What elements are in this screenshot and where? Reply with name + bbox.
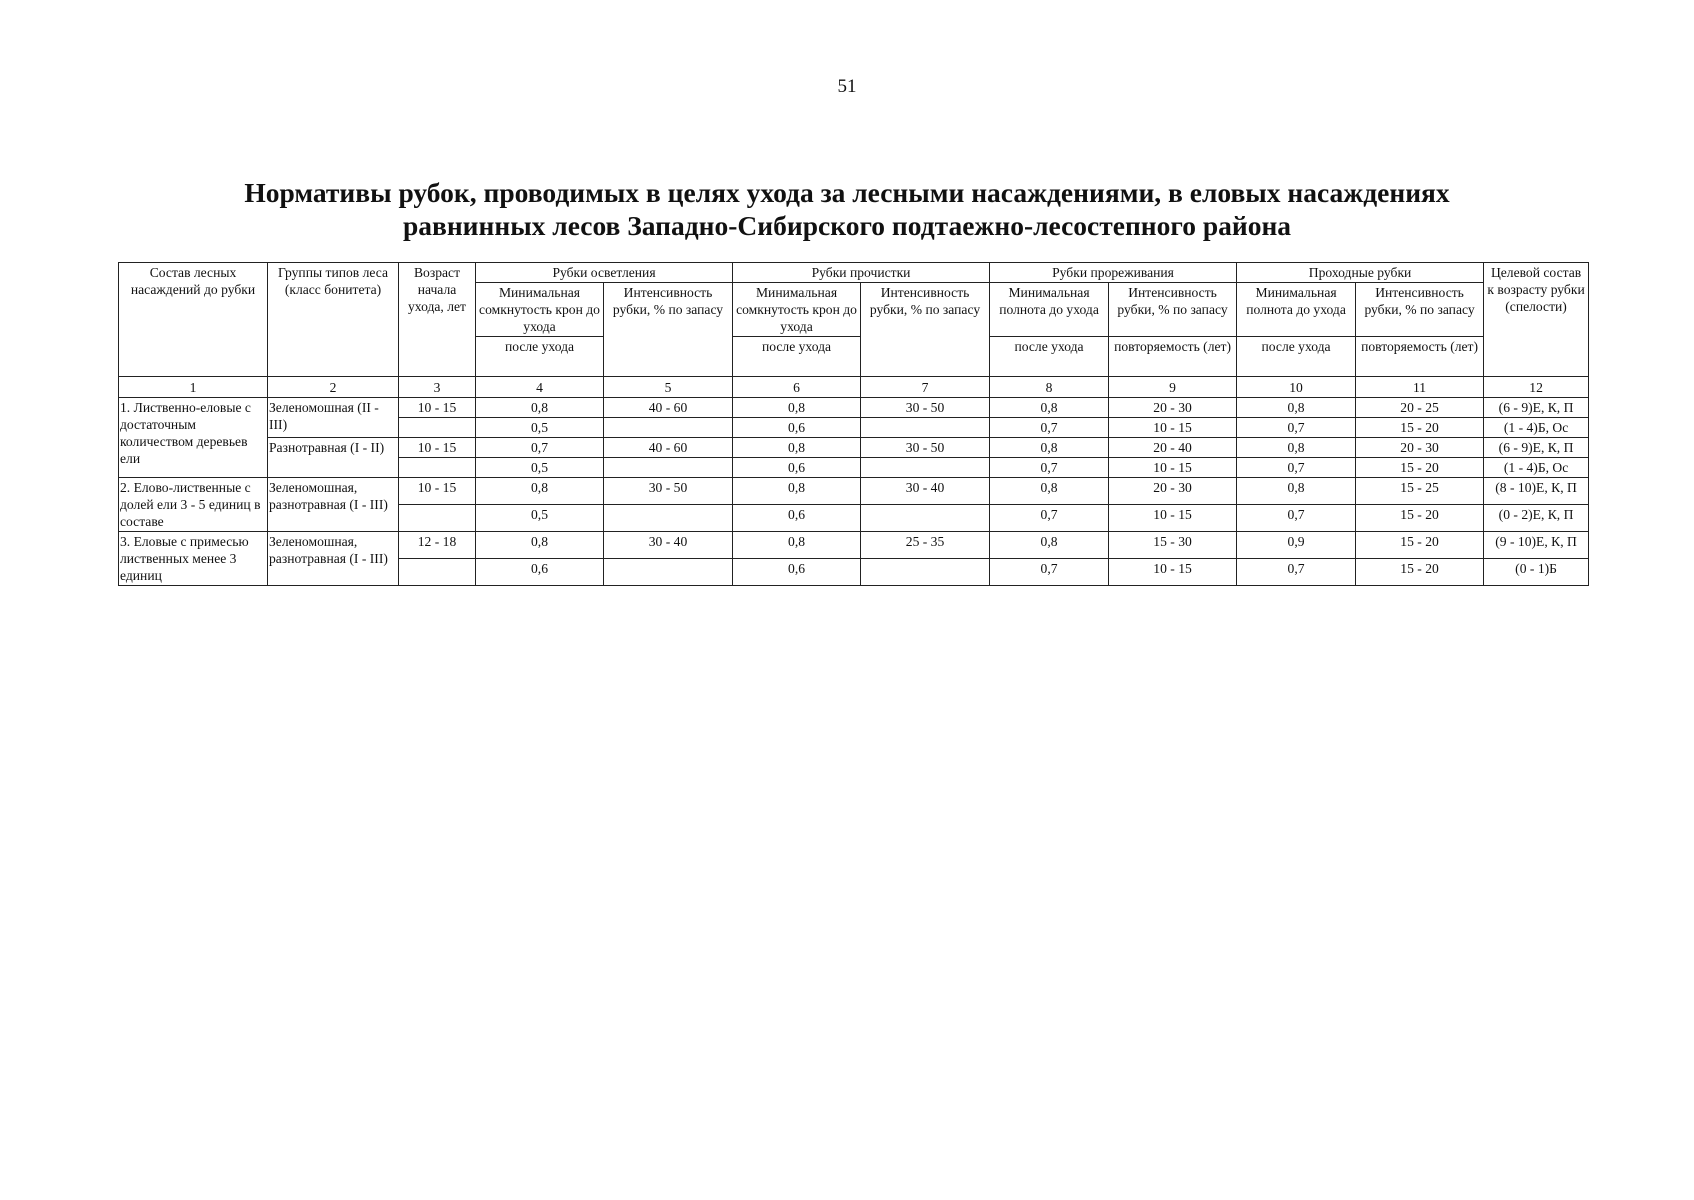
value-cell: 20 - 30: [1109, 398, 1237, 418]
header-repeat-1: повторяемость (лет): [1109, 337, 1237, 377]
header-target: Целевой состав к возрасту рубки (спелости): [1484, 263, 1589, 377]
value-cell: 0,9: [1237, 532, 1356, 559]
value-cell: 15 - 20: [1356, 418, 1484, 438]
value-cell: (9 - 10)Е, К, П: [1484, 532, 1589, 559]
value-cell: 0,7: [1237, 418, 1356, 438]
document-title: [150, 176, 1544, 242]
value-cell: 0,6: [733, 559, 861, 586]
value-cell: 0,5: [476, 458, 604, 478]
value-cell: 0,8: [1237, 398, 1356, 418]
value-cell: 0,7: [476, 438, 604, 458]
value-cell: 0,7: [990, 458, 1109, 478]
value-cell: 20 - 30: [1356, 438, 1484, 458]
value-cell: 0,8: [733, 478, 861, 505]
value-cell: 40 - 60: [604, 398, 733, 418]
table-row: [119, 532, 1589, 559]
header-cleaning: Рубки прочистки: [733, 263, 990, 283]
value-cell: 10 - 15: [1109, 559, 1237, 586]
value-cell: (1 - 4)Б, Ос: [1484, 458, 1589, 478]
column-number: 6: [733, 377, 861, 398]
value-cell: 10 - 15: [1109, 418, 1237, 438]
logging-norms-table: [118, 262, 1589, 586]
header-after-care-1: после ухода: [476, 337, 604, 377]
start-age-cell: [399, 458, 476, 478]
start-age-cell: [399, 505, 476, 532]
value-cell: [604, 559, 733, 586]
value-cell: 20 - 40: [1109, 438, 1237, 458]
value-cell: 10 - 15: [1109, 458, 1237, 478]
value-cell: 30 - 50: [861, 398, 990, 418]
value-cell: 0,5: [476, 505, 604, 532]
value-cell: 0,5: [476, 418, 604, 438]
column-number: 11: [1356, 377, 1484, 398]
value-cell: 0,8: [733, 438, 861, 458]
value-cell: [604, 418, 733, 438]
title-line-1: Нормативы рубок, проводимых в целях ухода за лесными насаждениями, в еловых насаждениях: [244, 177, 1450, 208]
value-cell: [861, 505, 990, 532]
column-number: 4: [476, 377, 604, 398]
value-cell: [861, 559, 990, 586]
value-cell: 0,7: [990, 505, 1109, 532]
value-cell: 30 - 50: [861, 438, 990, 458]
start-age-cell: 10 - 15: [399, 438, 476, 458]
header-intensity-2: Интенсивность рубки, % по запасу: [861, 283, 990, 377]
value-cell: 0,8: [990, 398, 1109, 418]
composition-cell: 3. Еловые с примесью лиственных менее 3 единиц: [119, 532, 268, 586]
header-min-closure-1: Минимальная сомкнутость крон до ухода: [476, 283, 604, 337]
header-min-closure-2: Минимальная сомкнутость крон до ухода: [733, 283, 861, 337]
table-row: [119, 398, 1589, 418]
column-number: 1: [119, 377, 268, 398]
column-number: 7: [861, 377, 990, 398]
header-thinning: Рубки прореживания: [990, 263, 1237, 283]
value-cell: 0,8: [733, 398, 861, 418]
value-cell: 30 - 40: [861, 478, 990, 505]
value-cell: 0,7: [990, 559, 1109, 586]
column-number-row: [119, 377, 1589, 398]
value-cell: 0,7: [1237, 505, 1356, 532]
start-age-cell: 12 - 18: [399, 532, 476, 559]
header-after-care-2: после ухода: [733, 337, 861, 377]
value-cell: (6 - 9)Е, К, П: [1484, 398, 1589, 418]
value-cell: 0,6: [733, 505, 861, 532]
value-cell: 15 - 20: [1356, 458, 1484, 478]
header-repeat-2: повторяемость (лет): [1356, 337, 1484, 377]
value-cell: [861, 418, 990, 438]
column-number: 3: [399, 377, 476, 398]
header-passage: Проходные рубки: [1237, 263, 1484, 283]
value-cell: [604, 505, 733, 532]
header-min-density-2: Минимальная полнота до ухода: [1237, 283, 1356, 337]
column-number: 8: [990, 377, 1109, 398]
composition-cell: 1. Лиственно-еловые с достаточным количеством деревьев ели: [119, 398, 268, 478]
header-intensity-4: Интенсивность рубки, % по запасу: [1356, 283, 1484, 337]
value-cell: 0,8: [990, 438, 1109, 458]
header-composition: Состав лесных насаждений до рубки: [119, 263, 268, 377]
value-cell: 15 - 25: [1356, 478, 1484, 505]
header-forest-type: Группы типов леса (класс бонитета): [268, 263, 399, 377]
header-after-care-3: после ухода: [990, 337, 1109, 377]
value-cell: 10 - 15: [1109, 505, 1237, 532]
value-cell: 15 - 20: [1356, 532, 1484, 559]
value-cell: (8 - 10)Е, К, П: [1484, 478, 1589, 505]
value-cell: (0 - 1)Б: [1484, 559, 1589, 586]
column-number: 9: [1109, 377, 1237, 398]
value-cell: 30 - 40: [604, 532, 733, 559]
value-cell: 0,8: [990, 532, 1109, 559]
value-cell: 15 - 20: [1356, 559, 1484, 586]
value-cell: 0,8: [476, 398, 604, 418]
value-cell: 0,6: [733, 418, 861, 438]
title-line-2: равнинных лесов Западно-Сибирского подтаежно-лесостепного района: [402, 210, 1292, 241]
composition-cell: 2. Елово-лиственные с долей ели 3 - 5 единиц в составе: [119, 478, 268, 532]
value-cell: 0,6: [733, 458, 861, 478]
value-cell: 30 - 50: [604, 478, 733, 505]
value-cell: (1 - 4)Б, Ос: [1484, 418, 1589, 438]
value-cell: 0,8: [476, 532, 604, 559]
header-clarification: Рубки осветления: [476, 263, 733, 283]
forest-type-cell: Разнотравная (I - II): [268, 438, 399, 478]
table-row: [119, 438, 1589, 458]
page-number: 51: [837, 76, 857, 97]
value-cell: (6 - 9)Е, К, П: [1484, 438, 1589, 458]
table-row: [119, 478, 1589, 505]
value-cell: [604, 458, 733, 478]
forest-type-cell: Зеленомошная (II - III): [268, 398, 399, 438]
start-age-cell: [399, 559, 476, 586]
value-cell: 40 - 60: [604, 438, 733, 458]
column-number: 12: [1484, 377, 1589, 398]
value-cell: 0,8: [1237, 478, 1356, 505]
value-cell: [861, 458, 990, 478]
forest-type-cell: Зеленомошная, разнотравная (I - III): [268, 532, 399, 586]
start-age-cell: 10 - 15: [399, 398, 476, 418]
value-cell: 0,7: [990, 418, 1109, 438]
value-cell: 20 - 30: [1109, 478, 1237, 505]
start-age-cell: [399, 418, 476, 438]
value-cell: 0,8: [476, 478, 604, 505]
column-number: 10: [1237, 377, 1356, 398]
value-cell: 15 - 30: [1109, 532, 1237, 559]
value-cell: 0,8: [990, 478, 1109, 505]
start-age-cell: 10 - 15: [399, 478, 476, 505]
value-cell: 20 - 25: [1356, 398, 1484, 418]
header-intensity-1: Интенсивность рубки, % по запасу: [604, 283, 733, 377]
column-number: 2: [268, 377, 399, 398]
value-cell: (0 - 2)Е, К, П: [1484, 505, 1589, 532]
forest-type-cell: Зеленомошная, разнотравная (I - III): [268, 478, 399, 532]
value-cell: 0,8: [733, 532, 861, 559]
value-cell: 0,6: [476, 559, 604, 586]
header-min-density-1: Минимальная полнота до ухода: [990, 283, 1109, 337]
value-cell: 0,7: [1237, 559, 1356, 586]
value-cell: 25 - 35: [861, 532, 990, 559]
header-after-care-4: после ухода: [1237, 337, 1356, 377]
header-intensity-3: Интенсивность рубки, % по запасу: [1109, 283, 1237, 337]
value-cell: 0,8: [1237, 438, 1356, 458]
header-start-age: Возраст начала ухода, лет: [399, 263, 476, 377]
value-cell: 0,7: [1237, 458, 1356, 478]
header-row-1: [119, 263, 1589, 283]
value-cell: 15 - 20: [1356, 505, 1484, 532]
column-number: 5: [604, 377, 733, 398]
